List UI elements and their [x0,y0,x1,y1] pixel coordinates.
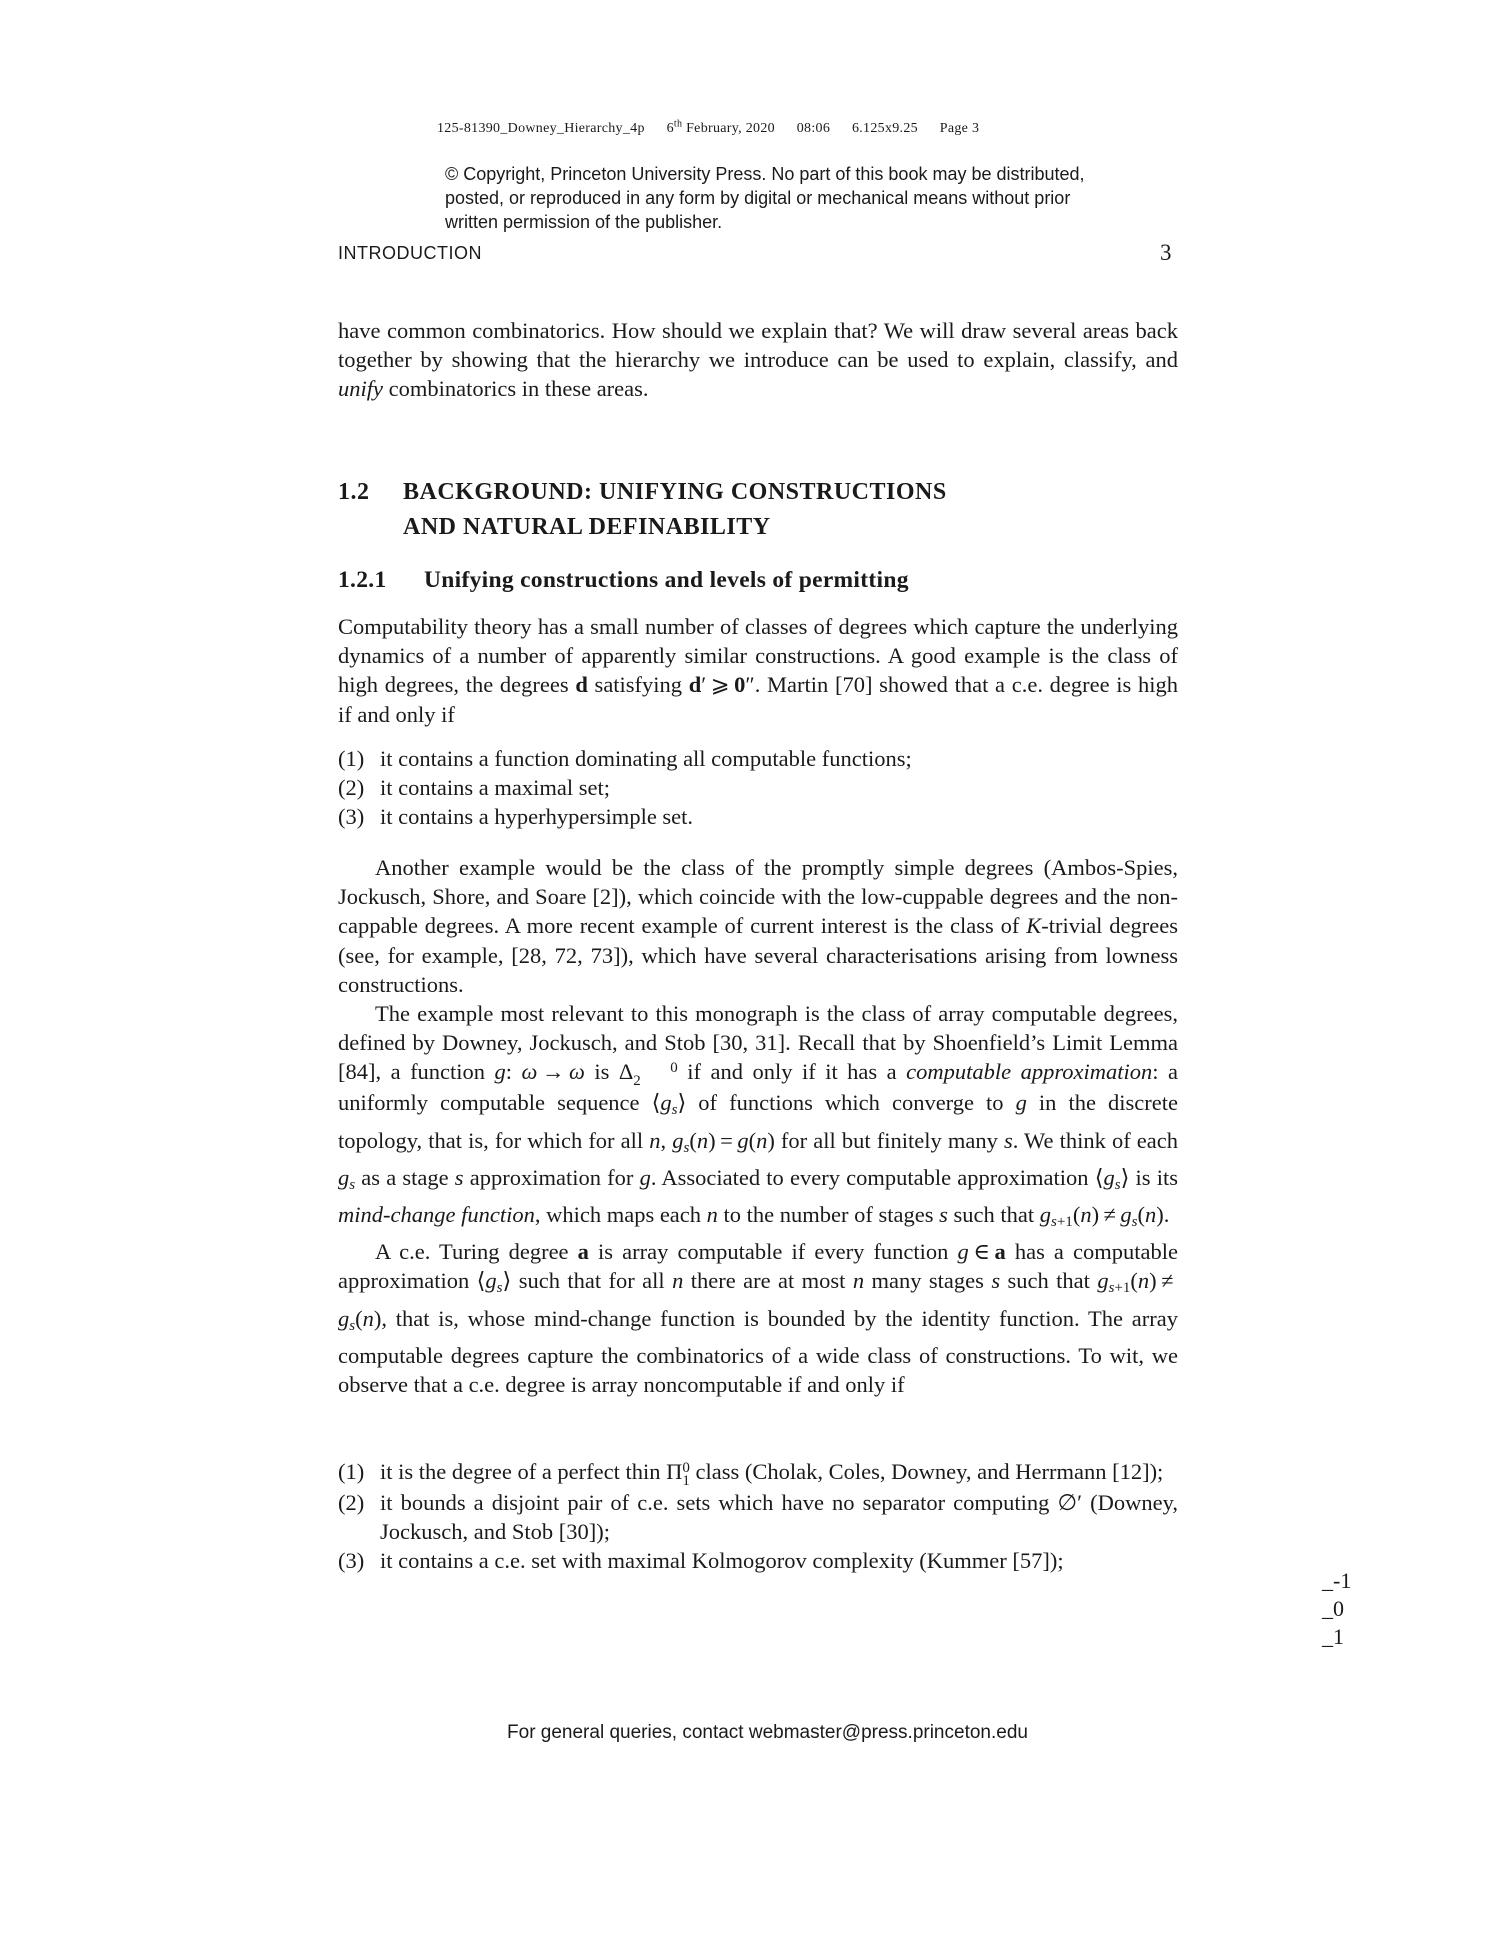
paragraph-array-computable: The example most relevant to this monograph is the class of array computable degrees, defined by Downey, Jockusch, and Stob [30, 31]. Recall that by Shoenfield’s Limit Lemma [84], a function g: ω → ω is Δ 0 2 if and only if it has a computable approximation: a uniformly computable sequence $⟨g_s⟩$ of functions which converge to g in the discrete topology, that is, for which for all n, $g_s(n) = g(n)$ for all but finitely many s. We think of each $g_s$ as a stage s approximation for g. Associated to every computable approximation $⟨g_s⟩$ is its mind-change function, which maps each n to the number of stages s such that $g_{s+1}(n) \ne g_s(n)$. [338,1001,1179,1231]
body-paragraphs [338,853,1178,1399]
high-degree-list [338,744,1178,832]
list-item: (2) it bounds a disjoint pair of c.e. sets which have no separator computing ∅′ (Downey, Jockusch, and Stob [30]); [338,1490,1178,1545]
subsection-heading [338,567,909,594]
trim-size: 6.125x9.25 [851,120,918,136]
array-noncomputable-list [338,1457,1178,1576]
section-heading [338,475,947,545]
section-title-line-1: BACKGROUND: UNIFYING CONSTRUCTIONS [403,479,947,505]
subsection-number: 1.2.1 [338,567,387,593]
paragraph-high-degrees: Computability theory has a small number of classes of degrees which capture the underlying dynamics of a number of apparently similar constructions. A good example is the class of high degrees, the degrees d satisfying d′ ⩾ 0″. Martin [70] showed that a c.e. degree is high if and only if [338,614,1179,727]
page-label: Page 3 [939,120,980,136]
print-date: 6th February, 2020 [666,118,775,136]
section-number: 1.2 [338,479,370,505]
footer-contact: For general queries, contact webmaster@press.princeton.edu [507,1722,1028,1743]
running-header [437,118,997,137]
subsection-title: Unifying constructions and levels of permitting [424,567,909,593]
chapter-title: INTRODUCTION [338,243,482,263]
margin-mark: _0 [1322,1596,1344,1621]
list-item: (1) it contains a function dominating all computable functions; [338,746,912,771]
margin-mark: _1 [1322,1624,1344,1649]
print-time: 08:06 [796,120,831,136]
margin-mark: _-1 [1322,1568,1352,1593]
list-item: (1) it is the degree of a perfect thin Π0 1 class (Cholak, Coles, Downey, and Herrmann [12]); [338,1459,1164,1489]
page-number: 3 [1160,240,1172,265]
copyright-notice: © Copyright, Princeton University Press. No part of this book may be distributed, posted, or reproduced in any form by digital or mechanical means without prior written permission of the publisher. [445,164,1085,232]
file-id: 125-81390_Downey_Hierarchy_4p [437,120,645,136]
list-item: (3) it contains a hyperhypersimple set. [338,804,694,830]
paragraph-promptly-simple: Another example would be the class of the promptly simple degrees (Ambos-Spies, Jockusch, Shore, and Soare [2]), which coincide with the low-cuppable degrees and the non-cappable degrees. A more recent example of current interest is the class of K-trivial degrees (see, for example, [28, 72, 73]), which have several characterisations arising from lowness constructions. [338,855,1178,997]
margin-marks [1322,1567,1351,1651]
paragraph-turing-degree: A c.e. Turing degree a is array computable if every function g ∈ a has a computable approximation $⟨g_s⟩$ such that for all n there are at most n many stages s such that $g_{s+1}(n) \ne g_s(n)$, that is, whose mind-change function is bounded by the identity function. The array computable degrees capture the combinatorics of a wide class of constructions. To wit, we observe that a c.e. degree is array noncomputable if and only if [338,1239,1179,1398]
opening-paragraph: have common combinatorics. How should we explain that? We will draw several areas back together by showing that the hierarchy we introduce can be used to explain, classify, and unify combinatorics in these areas. [338,318,1178,402]
list-item: (2) it contains a maximal set; [338,775,610,801]
section-title-line-2: AND NATURAL DEFINABILITY [403,514,771,540]
list-item: (3) it contains a c.e. set with maximal Kolmogorov complexity (Kummer [57]); [338,1548,1064,1574]
